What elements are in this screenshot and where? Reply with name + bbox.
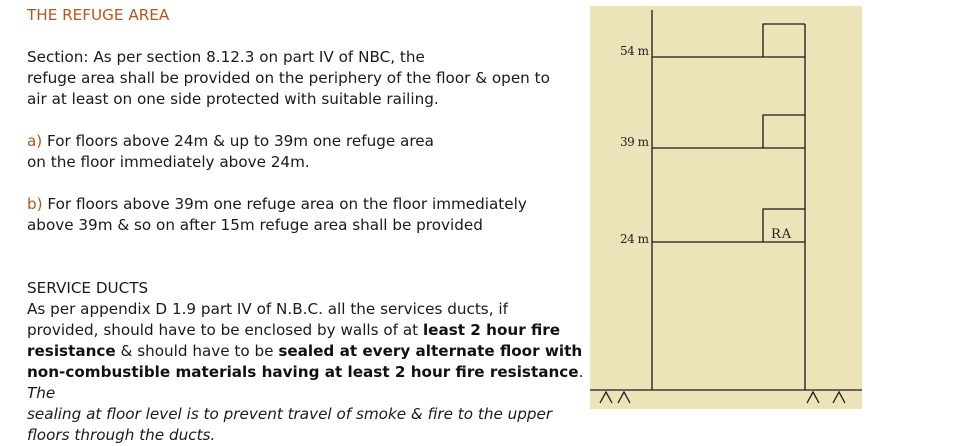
- refuge-box-39m: [763, 115, 805, 148]
- rule-a-marker: a): [27, 132, 43, 150]
- ducts-text-3: & should have to be: [115, 342, 279, 360]
- ducts-italic-2: sealing at floor level is to prevent travel of smoke & fire to the upper: [27, 405, 553, 423]
- ducts-italic-1: The: [27, 384, 56, 402]
- intro-line-2: refuge area shall be provided on the periphery of the floor & open to: [27, 69, 550, 87]
- level-label-39m: 39 m: [620, 135, 649, 149]
- rule-b-line-1: For floors above 39m one refuge area on the floor immediately: [42, 195, 527, 213]
- level-label-24m: 24 m: [620, 232, 649, 246]
- ground-hatch-left-2: [618, 392, 630, 403]
- refuge-area-label: RA: [771, 227, 793, 242]
- rule-b-marker: b): [27, 195, 43, 213]
- refuge-intro-paragraph: [27, 47, 587, 110]
- ground-hatch-right: [807, 392, 819, 403]
- refuge-area-diagram: [590, 6, 862, 409]
- level-label-54m: 54 m: [620, 44, 649, 58]
- rule-a-line-1: For floors above 24m & up to 39m one refuge area: [42, 132, 434, 150]
- intro-line-3: air at least on one side protected with suitable railing.: [27, 90, 439, 108]
- ducts-bold-4: non-combustible materials having at least 2 hour fire resistance: [27, 363, 579, 381]
- rule-a-paragraph: [27, 131, 587, 173]
- ducts-text-2: provided, should have to be enclosed by walls of at: [27, 321, 423, 339]
- rule-b-line-2: above 39m & so on after 15m refuge area shall be provided: [27, 216, 483, 234]
- rule-b-paragraph: [27, 194, 587, 236]
- text-column: [27, 5, 587, 446]
- ducts-bold-3: sealed at every alternate floor with: [278, 342, 583, 360]
- service-ducts-heading: SERVICE DUCTS: [27, 279, 149, 297]
- ducts-text-4: .: [578, 363, 584, 381]
- refuge-area-heading: THE REFUGE AREA: [27, 6, 170, 24]
- ducts-bold-1: least 2 hour fire: [422, 321, 561, 339]
- service-ducts-paragraph: [27, 299, 587, 446]
- ducts-italic-3: floors through the ducts.: [27, 426, 216, 444]
- refuge-box-54m: [763, 24, 805, 57]
- ground-hatch-left: [600, 392, 612, 403]
- rule-a-line-2: on the floor immediately above 24m.: [27, 153, 310, 171]
- ducts-text-1: As per appendix D 1.9 part IV of N.B.C. all the services ducts, if: [27, 300, 508, 318]
- building-section-svg: [590, 6, 862, 409]
- ducts-bold-2: resistance: [27, 342, 116, 360]
- ground-hatch-right-2: [833, 392, 845, 403]
- intro-line-1: Section: As per section 8.12.3 on part IV of NBC, the: [27, 48, 425, 66]
